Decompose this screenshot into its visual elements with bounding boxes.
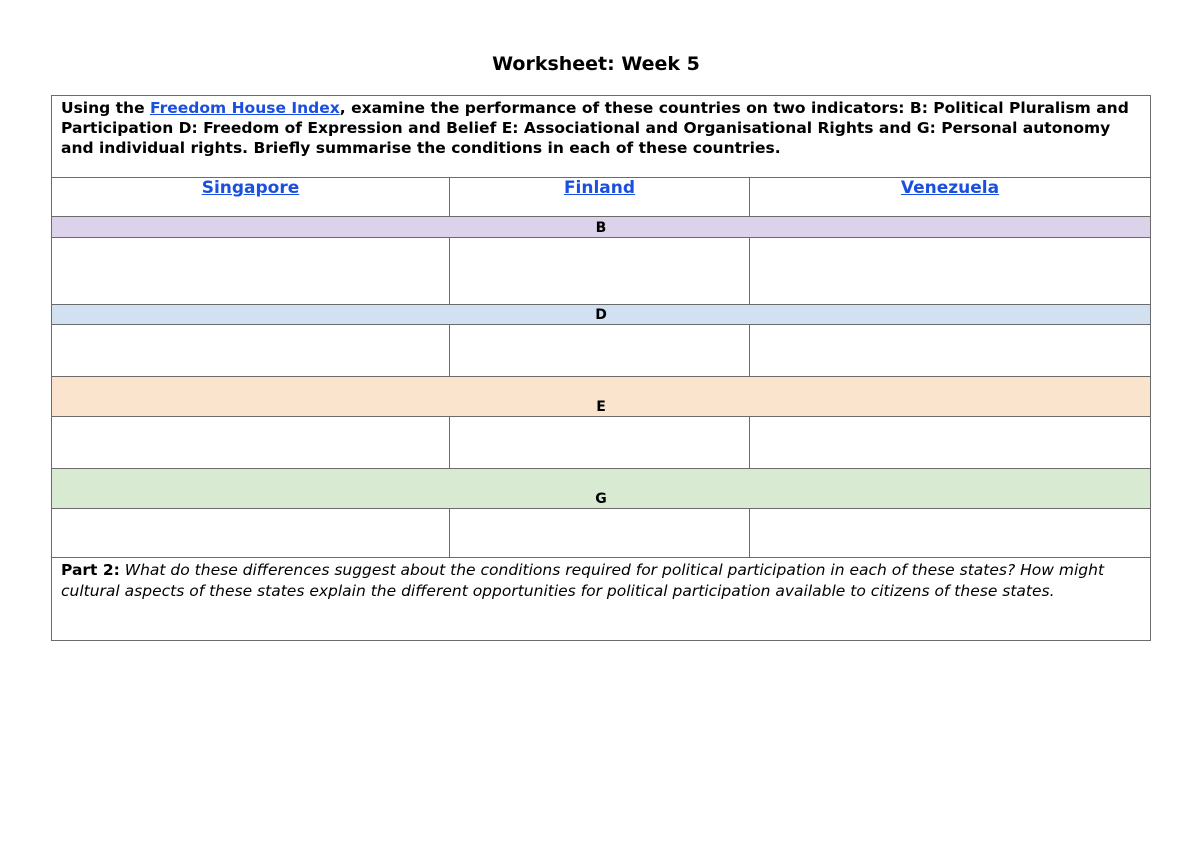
instructions-cell <box>52 96 1151 178</box>
finland-link[interactable]: Finland <box>563 178 636 198</box>
section-g-label: G <box>595 491 607 507</box>
answer-cell-singapore-g[interactable] <box>52 509 450 558</box>
section-e-header <box>52 377 1151 417</box>
answer-cell-finland-b[interactable] <box>450 238 750 305</box>
part2-cell[interactable] <box>52 558 1151 641</box>
answer-cell-finland-d[interactable] <box>450 325 750 377</box>
worksheet-table <box>51 95 1151 641</box>
instructions-body: , examine the performance of these countries on two indicators: B: Political Pluralism and Participation D: Freedom of Expression and Belief E: Associational and Organisational Rights and G: Personal autonomy and individual rights. Briefly summarise the conditions in each of these countries. <box>61 99 1129 157</box>
instructions-prefix: Using the <box>61 99 151 117</box>
answer-cell-finland-g[interactable] <box>450 509 750 558</box>
section-g-header <box>52 469 1151 509</box>
country-header-venezuela <box>750 178 1151 217</box>
section-d-header <box>52 305 1151 325</box>
answer-cell-singapore-d[interactable] <box>52 325 450 377</box>
part2-label: Part 2: <box>61 561 120 579</box>
section-e-label: E <box>596 399 606 415</box>
part2-question: What do these differences suggest about the conditions required for political participation in each of these states? How might cultural aspects of these states explain the different opportunities for political participation available to citizens of these states. <box>61 561 1105 600</box>
answer-cell-singapore-b[interactable] <box>52 238 450 305</box>
section-b-header <box>52 217 1151 238</box>
venezuela-link[interactable]: Venezuela <box>900 178 1000 198</box>
section-b-label: B <box>595 220 607 236</box>
section-d-label: D <box>595 307 607 323</box>
answer-cell-finland-e[interactable] <box>450 417 750 469</box>
freedom-house-index-link[interactable]: Freedom House Index <box>150 99 340 117</box>
worksheet-title: Worksheet: Week 5 <box>492 53 700 75</box>
answer-cell-venezuela-e[interactable] <box>750 417 1151 469</box>
answer-cell-venezuela-g[interactable] <box>750 509 1151 558</box>
country-header-singapore <box>52 178 450 217</box>
answer-cell-venezuela-d[interactable] <box>750 325 1151 377</box>
answer-cell-singapore-e[interactable] <box>52 417 450 469</box>
answer-cell-venezuela-b[interactable] <box>750 238 1151 305</box>
country-header-finland <box>450 178 750 217</box>
singapore-link[interactable]: Singapore <box>201 178 300 198</box>
